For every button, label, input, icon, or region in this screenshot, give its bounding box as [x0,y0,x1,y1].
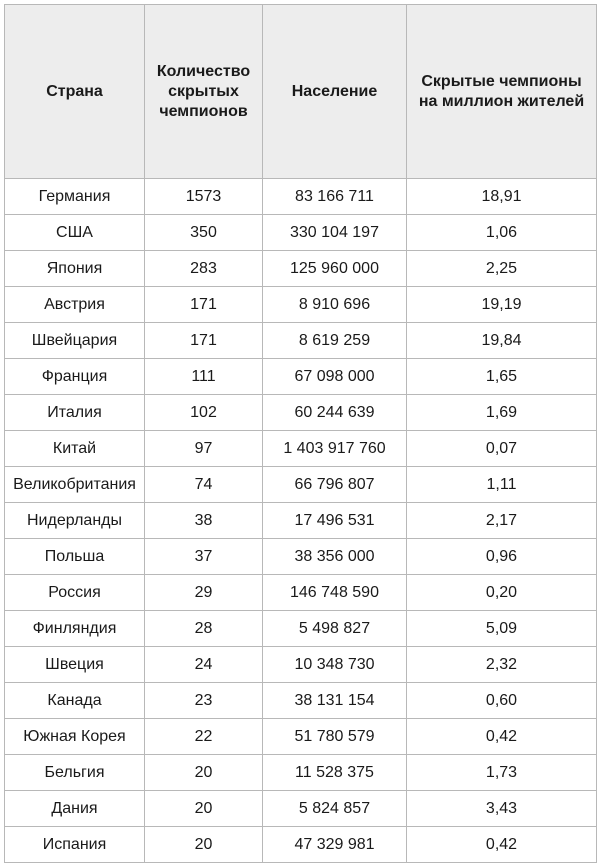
table-body [5,179,597,863]
table-row [5,467,597,503]
table-row [5,287,597,323]
cell-champions-count: 102 [145,395,263,431]
cell-champions-count: 171 [145,323,263,359]
table-row [5,215,597,251]
header-champions-count: Количество скрытых чемпионов [145,5,263,179]
cell-champions-per-million: 0,96 [407,539,597,575]
cell-champions-count: 20 [145,791,263,827]
table-row [5,755,597,791]
cell-champions-per-million: 2,25 [407,251,597,287]
cell-country: Нидерланды [5,503,145,539]
cell-country: Италия [5,395,145,431]
cell-champions-per-million: 0,20 [407,575,597,611]
cell-country: Южная Корея [5,719,145,755]
cell-country: Великобритания [5,467,145,503]
cell-population: 125 960 000 [263,251,407,287]
header-population: Население [263,5,407,179]
cell-population: 66 796 807 [263,467,407,503]
table-row [5,575,597,611]
table-row [5,359,597,395]
header-champions-per-million: Скрытые чемпионы на миллион жителей [407,5,597,179]
cell-population: 5 824 857 [263,791,407,827]
cell-population: 38 356 000 [263,539,407,575]
cell-champions-per-million: 19,19 [407,287,597,323]
table-row [5,539,597,575]
cell-champions-count: 283 [145,251,263,287]
cell-population: 5 498 827 [263,611,407,647]
header-country: Страна [5,5,145,179]
cell-country: Швейцария [5,323,145,359]
table-row [5,791,597,827]
cell-population: 51 780 579 [263,719,407,755]
cell-population: 60 244 639 [263,395,407,431]
table-row [5,179,597,215]
cell-country: США [5,215,145,251]
cell-country: Китай [5,431,145,467]
cell-champions-per-million: 18,91 [407,179,597,215]
cell-population: 17 496 531 [263,503,407,539]
table-row [5,251,597,287]
cell-country: Швеция [5,647,145,683]
cell-champions-count: 22 [145,719,263,755]
cell-champions-per-million: 1,69 [407,395,597,431]
cell-population: 10 348 730 [263,647,407,683]
cell-champions-per-million: 2,32 [407,647,597,683]
table-row [5,827,597,863]
cell-champions-count: 24 [145,647,263,683]
table-row [5,611,597,647]
cell-population: 8 910 696 [263,287,407,323]
cell-champions-count: 20 [145,827,263,863]
cell-country: Польша [5,539,145,575]
table-row [5,431,597,467]
cell-champions-count: 20 [145,755,263,791]
cell-country: Германия [5,179,145,215]
cell-country: Испания [5,827,145,863]
cell-population: 1 403 917 760 [263,431,407,467]
cell-champions-per-million: 1,11 [407,467,597,503]
cell-champions-count: 38 [145,503,263,539]
cell-champions-count: 97 [145,431,263,467]
cell-champions-count: 111 [145,359,263,395]
cell-champions-count: 1573 [145,179,263,215]
table-row [5,395,597,431]
cell-champions-count: 74 [145,467,263,503]
table-row [5,323,597,359]
hidden-champions-table [4,4,597,863]
cell-country: Япония [5,251,145,287]
cell-country: Россия [5,575,145,611]
cell-population: 8 619 259 [263,323,407,359]
cell-champions-per-million: 1,06 [407,215,597,251]
cell-champions-per-million: 1,65 [407,359,597,395]
cell-population: 330 104 197 [263,215,407,251]
cell-country: Дания [5,791,145,827]
cell-country: Франция [5,359,145,395]
table-row [5,683,597,719]
cell-population: 38 131 154 [263,683,407,719]
table-row [5,503,597,539]
cell-champions-count: 350 [145,215,263,251]
cell-champions-per-million: 0,42 [407,719,597,755]
cell-champions-count: 37 [145,539,263,575]
cell-population: 146 748 590 [263,575,407,611]
cell-country: Бельгия [5,755,145,791]
cell-champions-count: 29 [145,575,263,611]
cell-champions-per-million: 3,43 [407,791,597,827]
cell-champions-per-million: 2,17 [407,503,597,539]
cell-country: Финляндия [5,611,145,647]
cell-country: Австрия [5,287,145,323]
cell-country: Канада [5,683,145,719]
cell-champions-per-million: 5,09 [407,611,597,647]
cell-population: 67 098 000 [263,359,407,395]
cell-population: 11 528 375 [263,755,407,791]
table-row [5,719,597,755]
cell-champions-count: 171 [145,287,263,323]
cell-population: 47 329 981 [263,827,407,863]
table-header-row [5,5,597,179]
cell-champions-count: 28 [145,611,263,647]
cell-champions-count: 23 [145,683,263,719]
cell-champions-per-million: 1,73 [407,755,597,791]
table-row [5,647,597,683]
cell-champions-per-million: 19,84 [407,323,597,359]
cell-champions-per-million: 0,60 [407,683,597,719]
cell-champions-per-million: 0,07 [407,431,597,467]
cell-population: 83 166 711 [263,179,407,215]
cell-champions-per-million: 0,42 [407,827,597,863]
